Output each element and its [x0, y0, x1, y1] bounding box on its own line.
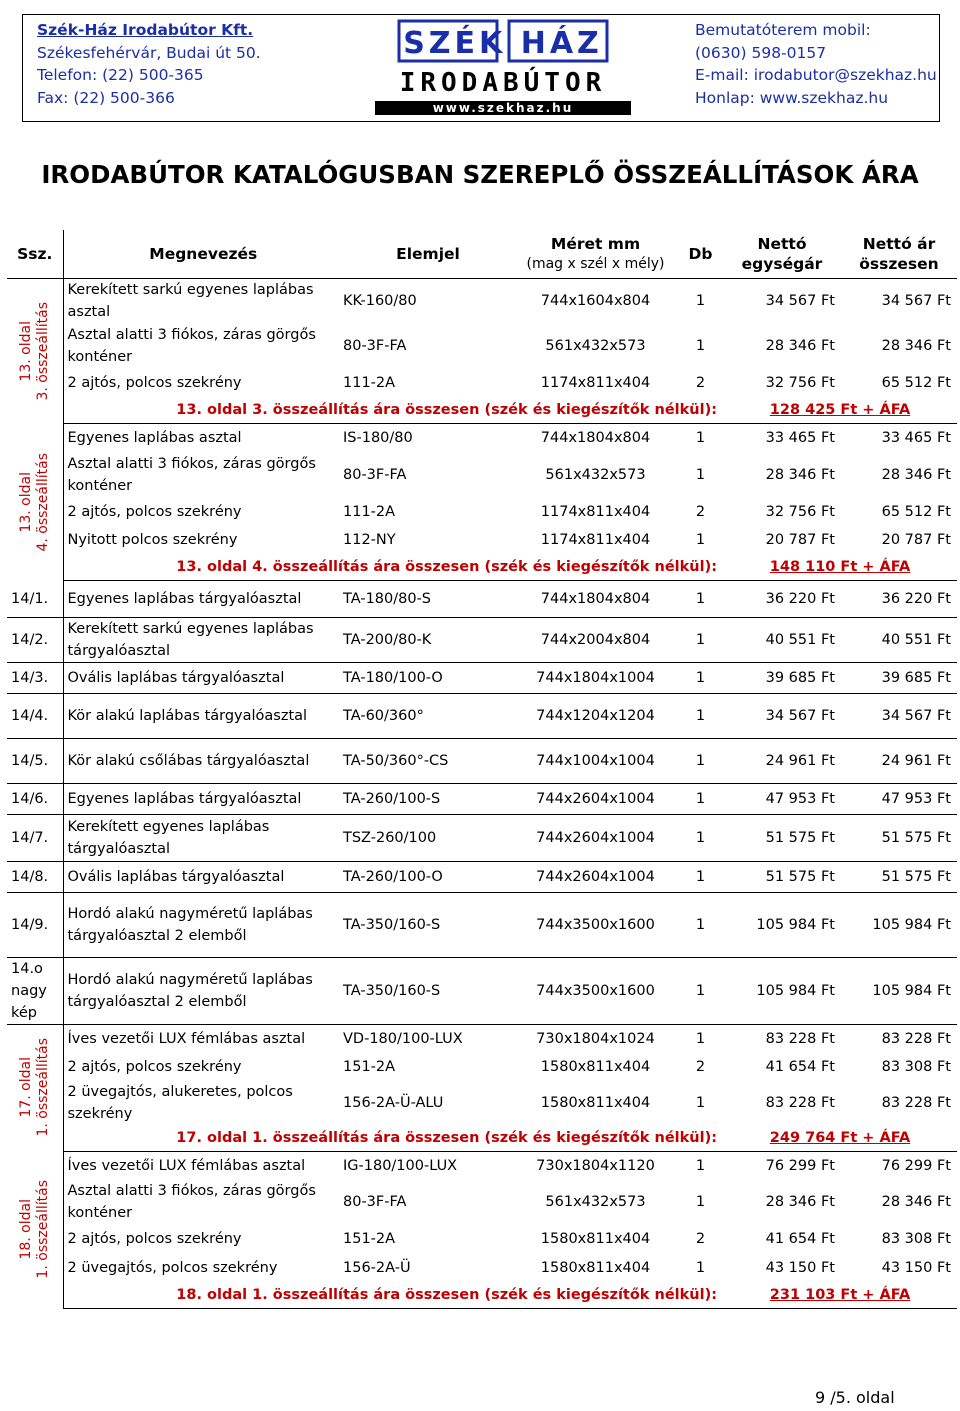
group-sum-label: 18. oldal 1. összeállítás ára összesen (szék és kiegészítők nélkül):	[63, 1282, 723, 1309]
item-total-price: 83 308 Ft	[881, 1058, 951, 1075]
item-code: 80-3F-FA	[343, 1193, 407, 1210]
item-qty: 1	[678, 617, 723, 662]
table-row	[7, 1180, 957, 1224]
item-total-price: 20 787 Ft	[881, 532, 951, 548]
item-name: Egyenes laplábas tárgyalóasztal	[63, 783, 343, 814]
item-unit-price: 28 346 Ft	[765, 338, 835, 354]
item-name: Kör alakú csőlábas tárgyalóasztal	[63, 738, 343, 783]
table-row	[7, 526, 957, 554]
table-row	[7, 662, 957, 693]
item-code: TA-60/360°	[343, 693, 513, 738]
item-code: TA-260/100-S	[343, 783, 513, 814]
item-qty: 1	[678, 814, 723, 861]
item-code: TA-350/160-S	[343, 892, 513, 957]
group-sum-total: 231 103 Ft + ÁFA	[723, 1282, 957, 1309]
showroom-info	[695, 19, 937, 109]
item-unit-price: 105 984 Ft	[723, 892, 841, 957]
item-unit-price: 83 228 Ft	[765, 1094, 835, 1111]
item-size: 1174x811x404	[540, 532, 651, 548]
item-total-price: 105 984 Ft	[841, 892, 957, 957]
item-name: Asztal alatti 3 fiókos, záras görgős konténer	[67, 456, 316, 494]
item-qty: 1	[678, 861, 723, 892]
item-name: 2 ajtós, polcos szekrény	[67, 1058, 242, 1075]
item-code: 156-2A-Ü-ALU	[343, 1094, 444, 1111]
item-name: Kerekített egyenes laplábas tárgyalóasztal	[63, 814, 343, 861]
item-name: Nyitott polcos szekrény	[67, 532, 238, 548]
table-row	[7, 498, 957, 526]
item-code: KK-160/80	[343, 293, 417, 309]
table-row	[7, 1024, 957, 1053]
item-ssz: 14/5.	[7, 738, 63, 783]
item-size: 744x2604x1004	[513, 783, 678, 814]
item-total-price: 47 953 Ft	[841, 783, 957, 814]
item-unit-price: 83 228 Ft	[765, 1030, 835, 1047]
group-sum-total: 148 110 Ft + ÁFA	[723, 554, 957, 581]
item-unit-price: 105 984 Ft	[723, 957, 841, 1024]
item-name: Asztal alatti 3 fiókos, záras görgős konténer	[67, 327, 316, 365]
group-sum-row	[7, 397, 957, 424]
item-ssz: 14/4.	[7, 693, 63, 738]
item-name: Egyenes laplábas tárgyalóasztal	[63, 581, 343, 618]
group-label-text	[18, 1038, 52, 1137]
item-ssz: 14/7.	[7, 814, 63, 861]
group-sum-label: 17. oldal 1. összeállítás ára összesen (szék és kiegészítők nélkül):	[63, 1125, 723, 1152]
col-size	[513, 230, 678, 279]
item-name: 2 ajtós, polcos szekrény	[67, 1230, 242, 1247]
table-row	[7, 783, 957, 814]
table-row	[7, 957, 957, 1024]
item-qty: 1	[678, 738, 723, 783]
col-name: Megnevezés	[63, 230, 343, 279]
item-size: 1580x811x404	[540, 1259, 651, 1276]
showroom-mobile: (0630) 598-0157	[695, 43, 827, 62]
item-size: 730x1804x1024	[536, 1030, 655, 1047]
item-size: 561x432x573	[545, 1193, 646, 1210]
table-row	[7, 581, 957, 618]
table-row	[7, 738, 957, 783]
table-row	[7, 369, 957, 397]
showroom-label: Bemutatóterem mobil:	[695, 21, 871, 39]
group-sum-row	[7, 554, 957, 581]
item-size: 1174x811x404	[540, 504, 651, 520]
item-size: 744x3500x1600	[513, 957, 678, 1024]
item-ssz: 14/1.	[7, 581, 63, 618]
item-qty: 1	[695, 338, 706, 354]
item-size: 744x2004x804	[513, 617, 678, 662]
item-code: TA-200/80-K	[343, 617, 513, 662]
item-qty: 1	[695, 532, 706, 548]
logo-top-text: SZÉK HÁZ	[403, 26, 603, 61]
item-size: 744x1804x804	[513, 581, 678, 618]
item-total-price: 36 220 Ft	[841, 581, 957, 618]
item-unit-price: 34 567 Ft	[765, 293, 835, 309]
item-total-price: 65 512 Ft	[881, 504, 951, 520]
group-set: 1. összeállítás	[34, 1180, 51, 1279]
item-total-price: 40 551 Ft	[841, 617, 957, 662]
item-code: TA-350/160-S	[343, 957, 513, 1024]
item-code: TA-180/80-S	[343, 581, 513, 618]
table-row	[7, 1151, 957, 1180]
item-total-price: 24 961 Ft	[841, 738, 957, 783]
item-code: 112-NY	[343, 532, 396, 548]
group-label-text	[18, 302, 52, 401]
item-ssz: 14.o nagy kép	[7, 957, 63, 1024]
item-name: Íves vezetői LUX fémlábas asztal	[67, 1030, 306, 1047]
item-size: 744x1804x804	[540, 430, 651, 446]
item-qty: 1	[678, 892, 723, 957]
item-total-price: 34 567 Ft	[841, 693, 957, 738]
item-qty: 1	[695, 293, 706, 309]
item-total-price: 83 308 Ft	[881, 1230, 951, 1247]
table-row	[7, 1081, 957, 1125]
group-sum-row	[7, 1125, 957, 1152]
item-code: 111-2A	[343, 375, 396, 391]
group-page: 13. oldal	[17, 471, 34, 533]
item-size: 744x3500x1600	[513, 892, 678, 957]
group-sum-label: 13. oldal 3. összeállítás ára összesen (szék és kiegészítők nélkül):	[63, 397, 723, 424]
item-unit-price: 40 551 Ft	[723, 617, 841, 662]
item-code: 111-2A	[343, 504, 396, 520]
item-total-price: 76 299 Ft	[881, 1157, 951, 1174]
item-ssz: 14/8.	[7, 861, 63, 892]
item-unit-price: 51 575 Ft	[723, 861, 841, 892]
group-page: 13. oldal	[17, 320, 34, 382]
item-ssz: 14/2.	[7, 617, 63, 662]
col-total: Nettó ár összesen	[841, 230, 957, 279]
showroom-email[interactable]: E-mail: irodabutor@szekhaz.hu	[695, 66, 937, 84]
item-qty: 1	[695, 1157, 706, 1174]
item-qty: 1	[695, 1030, 706, 1047]
item-size: 1580x811x404	[540, 1230, 651, 1247]
group-label-text	[18, 453, 52, 552]
item-name: Hordó alakú nagyméretű laplábas tárgyalóasztal 2 elemből	[63, 892, 343, 957]
item-unit-price: 32 756 Ft	[765, 375, 835, 391]
item-code: IS-180/80	[343, 430, 413, 446]
col-unit: Nettó egységár	[723, 230, 841, 279]
item-name: Ovális laplábas tárgyalóasztal	[63, 861, 343, 892]
table-row	[7, 617, 957, 662]
item-size: 561x432x573	[545, 338, 646, 354]
group-label	[7, 424, 63, 581]
item-qty: 2	[695, 1058, 706, 1075]
table-row	[7, 1254, 957, 1282]
item-size: 744x1004x1004	[513, 738, 678, 783]
item-name: Kerekített sarkú egyenes laplábas tárgyalóasztal	[63, 617, 343, 662]
item-size: 730x1804x1120	[536, 1157, 655, 1174]
item-size: 744x1204x1204	[513, 693, 678, 738]
group-label-text	[18, 1180, 52, 1279]
item-total-price: 51 575 Ft	[841, 861, 957, 892]
table-row	[7, 814, 957, 861]
group-page: 17. oldal	[17, 1057, 34, 1119]
szekhaz-logo	[369, 19, 637, 117]
item-ssz: 14/6.	[7, 783, 63, 814]
group-page: 18. oldal	[17, 1199, 34, 1260]
item-code: 151-2A	[343, 1058, 396, 1075]
item-name: 2 ajtós, polcos szekrény	[67, 375, 242, 391]
item-size: 744x1604x804	[540, 293, 651, 309]
group-set: 1. összeállítás	[34, 1038, 51, 1138]
group-label	[7, 1151, 63, 1308]
item-total-price: 83 228 Ft	[881, 1094, 951, 1111]
item-qty: 1	[678, 957, 723, 1024]
group-set: 3. összeállítás	[34, 301, 51, 401]
page-number: 9 /5. oldal	[815, 1388, 895, 1407]
item-unit-price: 41 654 Ft	[765, 1230, 835, 1247]
item-name: Kör alakú laplábas tárgyalóasztal	[63, 693, 343, 738]
item-code: TA-50/360°-CS	[343, 738, 513, 783]
item-unit-price: 33 465 Ft	[765, 430, 835, 446]
table-row	[7, 452, 957, 498]
table-row	[7, 892, 957, 957]
item-total-price: 65 512 Ft	[881, 375, 951, 391]
item-name: Asztal alatti 3 fiókos, záras görgős konténer	[67, 1182, 316, 1221]
logo-mid-text: IRODABÚTOR	[399, 68, 607, 98]
item-qty: 1	[695, 1193, 706, 1210]
table-row	[7, 1053, 957, 1081]
group-sum-total: 249 764 Ft + ÁFA	[723, 1125, 957, 1152]
item-unit-price: 36 220 Ft	[723, 581, 841, 618]
group-sum-row	[7, 1282, 957, 1309]
item-name: Íves vezetői LUX fémlábas asztal	[67, 1157, 306, 1174]
logo-url-text: www.szekhaz.hu	[432, 101, 574, 115]
company-phone: Telefon: (22) 500-365	[37, 66, 204, 84]
item-qty: 1	[695, 430, 706, 446]
item-ssz: 14/3.	[7, 662, 63, 693]
item-code: 80-3F-FA	[343, 467, 407, 483]
item-qty: 1	[695, 1259, 706, 1276]
company-fax: Fax: (22) 500-366	[37, 88, 175, 107]
item-size: 744x2604x1004	[513, 814, 678, 861]
group-set: 4. összeállítás	[34, 452, 51, 552]
item-name: Kerekített sarkú egyenes laplábas asztal	[67, 282, 314, 320]
item-code: TSZ-260/100	[343, 814, 513, 861]
table-row	[7, 1224, 957, 1254]
company-name: Szék-Ház Irodabútor Kft.	[37, 21, 254, 39]
table-header	[7, 230, 957, 279]
col-ssz: Ssz.	[7, 230, 63, 279]
table-row	[7, 861, 957, 892]
item-code: 80-3F-FA	[343, 338, 407, 354]
item-total-price: 28 346 Ft	[881, 338, 951, 354]
price-table	[7, 230, 957, 1309]
item-total-price: 28 346 Ft	[881, 1193, 951, 1210]
group-sum-label: 13. oldal 4. összeállítás ára összesen (szék és kiegészítők nélkül):	[63, 554, 723, 581]
item-unit-price: 28 346 Ft	[765, 1193, 835, 1210]
item-total-price: 39 685 Ft	[841, 662, 957, 693]
showroom-web[interactable]: Honlap: www.szekhaz.hu	[695, 88, 889, 107]
table-row	[7, 323, 957, 369]
item-unit-price: 32 756 Ft	[765, 504, 835, 520]
item-unit-price: 76 299 Ft	[765, 1157, 835, 1174]
item-code: TA-260/100-O	[343, 861, 513, 892]
item-code: VD-180/100-LUX	[343, 1030, 463, 1047]
item-code: 156-2A-Ü	[343, 1259, 411, 1276]
item-total-price: 105 984 Ft	[841, 957, 957, 1024]
item-size: 1174x811x404	[540, 375, 651, 391]
item-total-price: 34 567 Ft	[881, 293, 951, 309]
group-label	[7, 279, 63, 424]
item-qty: 2	[695, 504, 706, 520]
group-sum-total: 128 425 Ft + ÁFA	[723, 397, 957, 424]
table-row	[7, 279, 957, 324]
item-qty: 1	[695, 1094, 706, 1111]
page-title: IRODABÚTOR KATALÓGUSBAN SZEREPLŐ ÖSSZEÁLLÍTÁSOK ÁRA	[41, 160, 919, 189]
item-qty: 1	[678, 693, 723, 738]
item-unit-price: 28 346 Ft	[765, 467, 835, 483]
item-qty: 2	[695, 1230, 706, 1247]
item-unit-price: 24 961 Ft	[723, 738, 841, 783]
item-name: Ovális laplábas tárgyalóasztal	[63, 662, 343, 693]
item-code: IG-180/100-LUX	[343, 1157, 458, 1174]
item-name: 2 üvegajtós, polcos szekrény	[67, 1259, 278, 1276]
col-size-sub: (mag x szél x mély)	[526, 256, 665, 272]
col-qty: Db	[678, 230, 723, 279]
item-name: 2 ajtós, polcos szekrény	[67, 504, 242, 520]
item-unit-price: 41 654 Ft	[765, 1058, 835, 1075]
col-size-label: Méret mm	[550, 235, 641, 253]
item-unit-price: 39 685 Ft	[723, 662, 841, 693]
item-qty: 2	[695, 375, 706, 391]
letterhead	[22, 14, 940, 122]
item-size: 744x2604x1004	[513, 861, 678, 892]
group-label	[7, 1024, 63, 1151]
item-total-price: 33 465 Ft	[881, 430, 951, 446]
table-row	[7, 424, 957, 453]
item-unit-price: 47 953 Ft	[723, 783, 841, 814]
item-unit-price: 51 575 Ft	[723, 814, 841, 861]
item-size: 1580x811x404	[540, 1058, 651, 1075]
item-name: Hordó alakú nagyméretű laplábas tárgyalóasztal 2 elemből	[63, 957, 343, 1024]
col-code: Elemjel	[343, 230, 513, 279]
item-total-price: 51 575 Ft	[841, 814, 957, 861]
item-size: 561x432x573	[545, 467, 646, 483]
item-name: 2 üvegajtós, alukeretes, polcos szekrény	[67, 1083, 293, 1122]
item-qty: 1	[678, 662, 723, 693]
item-total-price: 43 150 Ft	[881, 1259, 951, 1276]
item-code: TA-180/100-O	[343, 662, 513, 693]
item-size: 744x1804x1004	[513, 662, 678, 693]
table-row	[7, 693, 957, 738]
item-total-price: 83 228 Ft	[881, 1030, 951, 1047]
item-qty: 1	[695, 467, 706, 483]
company-address: Székesfehérvár, Budai út 50.	[37, 43, 261, 62]
item-total-price: 28 346 Ft	[881, 467, 951, 483]
item-unit-price: 34 567 Ft	[723, 693, 841, 738]
item-qty: 1	[678, 581, 723, 618]
item-size: 1580x811x404	[540, 1094, 651, 1111]
item-ssz: 14/9.	[7, 892, 63, 957]
item-name: Egyenes laplábas asztal	[67, 430, 242, 446]
company-info	[37, 19, 261, 109]
item-code: 151-2A	[343, 1230, 396, 1247]
item-qty: 1	[678, 783, 723, 814]
item-unit-price: 20 787 Ft	[765, 532, 835, 548]
item-unit-price: 43 150 Ft	[765, 1259, 835, 1276]
